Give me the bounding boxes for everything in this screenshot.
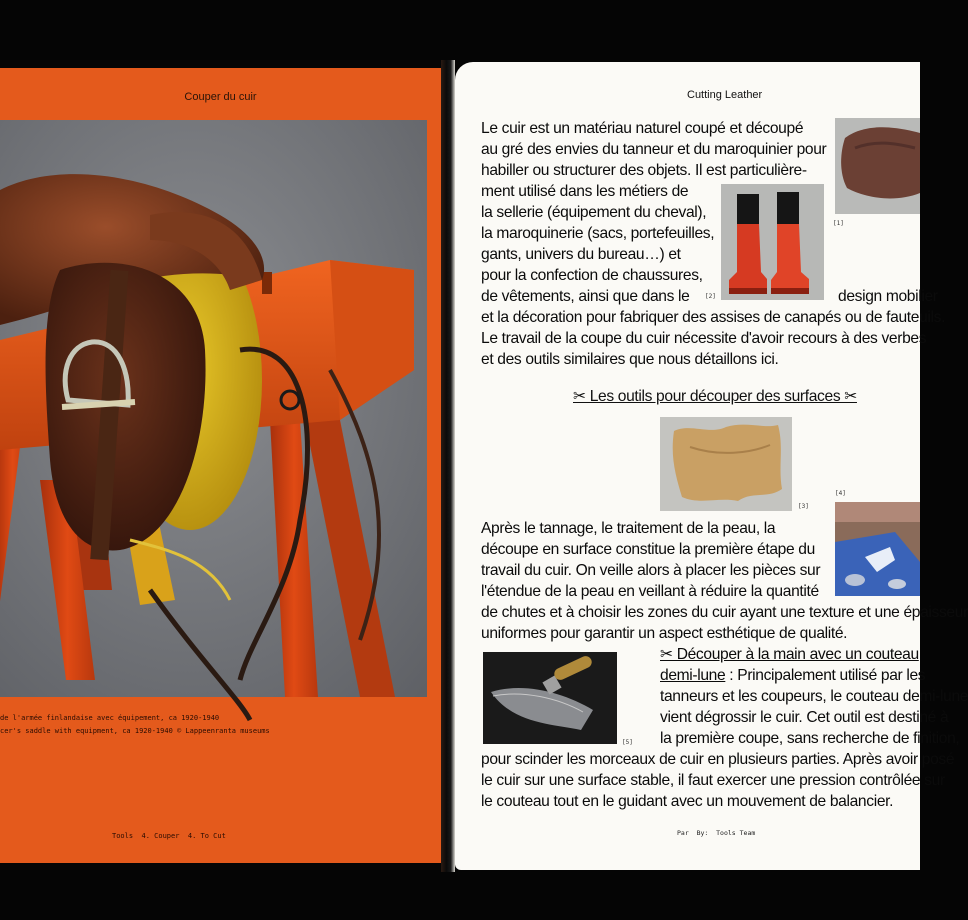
text-line: Le travail de la coupe du cuir nécessite d'avoir recours à des verbes — [481, 330, 927, 347]
left-page-footer: Tools 4. Couper 4. To Cut — [112, 832, 226, 840]
text-line: pour scinder les morceaux de cuir en plusieurs parties. Après avoir posé — [481, 751, 955, 768]
tanned-hide-image — [660, 417, 792, 511]
right-page-heading: Cutting Leather — [687, 89, 763, 101]
text-line: de chutes et à choisir les zones du cuir ayant une texture et une épaisseur — [481, 604, 968, 621]
text-line: de vêtements, ainsi que dans le — [481, 288, 690, 305]
saddle-illustration — [0, 120, 427, 697]
photo-caption — [0, 712, 270, 738]
figure-label: [2] — [705, 293, 716, 300]
intro-paragraph-end — [481, 307, 945, 370]
knife-paragraph-bottom — [481, 749, 954, 812]
knife-heading-line: ✂ Découper à la main avec un couteau — [660, 646, 919, 663]
figure-leather-scrap — [835, 118, 920, 214]
text-line: au gré des envies du tanneur et du maroquinier pour — [481, 141, 827, 158]
text-line: la maroquinerie (sacs, portefeuilles, — [481, 225, 715, 242]
right-page-footer: Par By: Tools Team — [677, 829, 756, 837]
leather-scrap-image — [835, 118, 920, 214]
left-page — [0, 68, 441, 863]
figure-half-moon-knife — [483, 652, 617, 744]
figure-label: [5] — [622, 739, 633, 746]
section-title: ✂ Les outils pour découper des surfaces ✂ — [573, 388, 857, 405]
red-boots-image — [721, 184, 824, 300]
text-line: travail du cuir. On veille alors à placer les pièces sur — [481, 562, 821, 579]
figure-label: [4] — [835, 490, 846, 497]
knife-paragraph-top — [660, 665, 968, 749]
text-line: le couteau tout en le guidant avec un mouvement de balancier. — [481, 793, 894, 810]
text-line: design mobilier — [838, 288, 938, 305]
right-page — [455, 62, 968, 870]
text-line: la sellerie (équipement du cheval), — [481, 204, 707, 221]
text-line: vient dégrossir le cuir. Cet outil est destiné à — [660, 709, 949, 726]
text-line: habiller ou structurer des objets. Il est particulière- — [481, 162, 807, 179]
surface-paragraph — [481, 518, 968, 644]
text-line: Après le tannage, le traitement de la peau, la — [481, 520, 776, 537]
text-line: la première coupe, sans recherche de finition, — [660, 730, 960, 747]
figure-label: [1] — [833, 220, 844, 227]
saddle-photo — [0, 120, 427, 697]
book-gutter — [441, 60, 455, 872]
text-line: le cuir sur une surface stable, il faut exercer une pression contrôlée sur — [481, 772, 945, 789]
text-line: ment utilisé dans les métiers de — [481, 183, 689, 200]
figure-label: [3] — [798, 503, 809, 510]
text-line: uniformes pour garantir un aspect esthétique de qualité. — [481, 625, 848, 642]
text-line: tanneurs et les coupeurs, le couteau demi-lune — [660, 688, 968, 705]
text-line: l'étendue de la peau en veillant à réduire la quantité — [481, 583, 819, 600]
text-line: pour la confection de chaussures, — [481, 267, 703, 284]
text-line: découpe en surface constitue la première étape du — [481, 541, 815, 558]
caption-line: cer's saddle with equipment, ca 1920-1940 © Lappeenranta museums — [0, 727, 270, 735]
text-line: et la décoration pour fabriquer des assises de canapés ou de fauteuils. — [481, 309, 946, 326]
text-line: et des outils similaires que nous détaillons ici. — [481, 351, 779, 368]
half-moon-knife-image — [483, 652, 617, 744]
knife-heading — [660, 644, 919, 665]
text-line: : Principalement utilisé par les — [725, 667, 926, 684]
text-line: gants, univers du bureau…) et — [481, 246, 681, 263]
text-line: Le cuir est un matériau naturel coupé et découpé — [481, 120, 804, 137]
figure-hide — [660, 417, 792, 511]
figure-boots — [721, 184, 824, 300]
left-page-heading: Couper du cuir — [184, 91, 257, 103]
knife-heading-term: demi-lune — [660, 667, 726, 684]
caption-line: de l'armée finlandaise avec équipement, ca 1920-1940 — [0, 714, 220, 722]
